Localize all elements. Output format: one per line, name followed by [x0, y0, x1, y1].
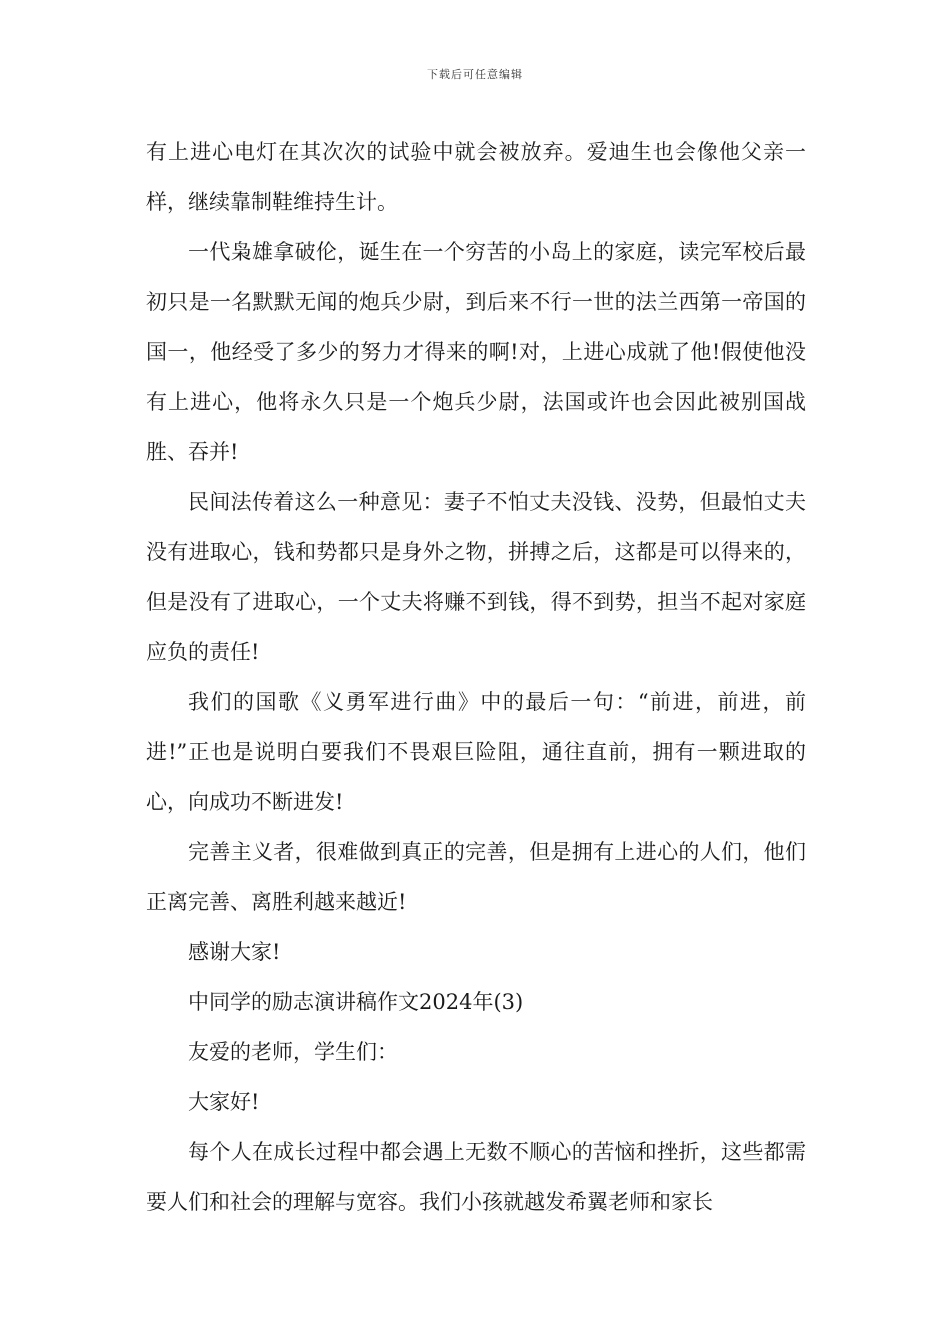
paragraph: 民间法传着这么一种意见：妻子不怕丈夫没钱、没势，但最怕丈夫没有进取心，钱和势都只是身外之物，拼搏之后，这都是可以得来的，但是没有了进取心，一个丈夫将赚不到钱，得不到势，担当不起对家庭应负的责任!: [146, 490, 806, 664]
section-title: 中同学的励志演讲稿作文2024年(3): [188, 990, 524, 1014]
paragraph: 感谢大家!: [188, 940, 281, 964]
paragraph: 一代枭雄拿破伦，诞生在一个穷苦的小岛上的家庭，读完军校后最初只是一名默默无闻的炮兵少尉，到后来不行一世的法兰西第一帝国的国一，他经受了多少的努力才得来的啊!对，上进心成就了他!假使他没有上进心，他将永久只是一个炮兵少尉，法国或许也会因此被别国战胜、吞并!: [146, 240, 806, 464]
salutation: 友爱的老师，学生们：: [188, 1040, 398, 1064]
document-body: [146, 127, 806, 1227]
paragraph: 我们的国歌《义勇军进行曲》中的最后一句：“前进，前进，前进!”正也是说明白要我们不畏艰巨险阻，通往直前，拥有一颗进取的心，向成功不断进发!: [146, 690, 806, 814]
paragraph: 有上进心电灯在其次次的试验中就会被放弃。爱迪生也会像他父亲一样，继续靠制鞋维持生计。: [146, 140, 806, 214]
greeting: 大家好!: [188, 1090, 260, 1114]
paragraph: 完善主义者，很难做到真正的完善，但是拥有上进心的人们，他们正离完善、离胜利越来越近!: [146, 840, 806, 914]
paragraph: 每个人在成长过程中都会遇上无数不顺心的苦恼和挫折，这些都需要人们和社会的理解与宽容。我们小孩就越发希翼老师和家长: [146, 1140, 806, 1214]
page-header: 下载后可任意编辑: [427, 68, 523, 81]
